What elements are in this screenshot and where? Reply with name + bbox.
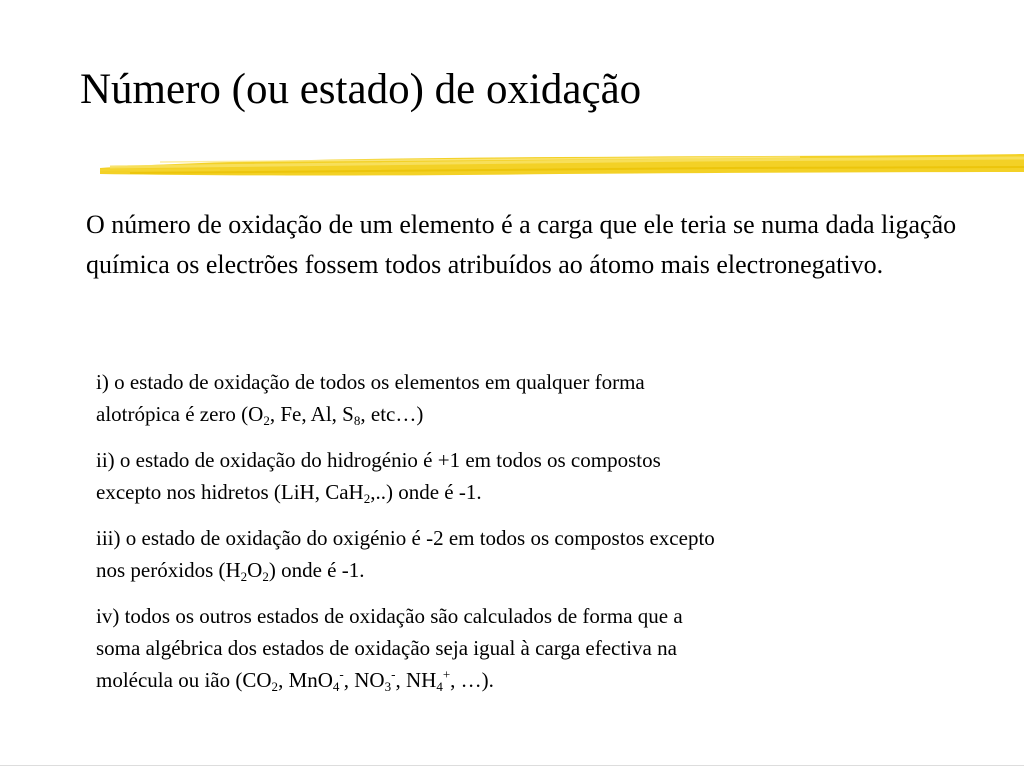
rule-label: i) xyxy=(96,370,109,394)
yellow-brush-stroke-divider xyxy=(100,148,1024,186)
rule-item-2: ii) o estado de oxidação do hidrogénio é +1 em todos os compostos excepto nos hidretos (LiH, CaH$_2$,..) onde é -1. xyxy=(96,448,661,506)
slide-title: Número (ou estado) de oxidação xyxy=(80,66,642,113)
rule-label: ii) xyxy=(96,448,115,472)
rule-item-4: iv) todos os outros estados de oxidação são calculados de forma que a soma algébrica dos estados de oxidação seja igual à carga efectiva na molécula ou ião ($CO_2$, MnO$_4$-, $NO_3^-$, $NH_4^+$, …). xyxy=(96,604,683,694)
rules-list xyxy=(96,366,996,710)
bottom-edge-line xyxy=(0,765,1024,766)
rule-label: iii) xyxy=(96,526,121,550)
rule-item-1: i) o estado de oxidação de todos os elementos em qualquer forma alotrópica é zero ($O_2$, Fe, Al, $S_8$, etc…) xyxy=(96,370,645,428)
definition-paragraph: O número de oxidação de um elemento é a carga que ele teria se numa dada ligação química os electrões fossem todos atribuídos ao átomo mais electronegativo. xyxy=(86,210,957,279)
rule-label: iv) xyxy=(96,604,120,628)
rule-item-3: iii) o estado de oxidação do oxigénio é -2 em todos os compostos excepto nos peróxidos $(H_2O_2)$ onde é -1. xyxy=(96,526,715,584)
